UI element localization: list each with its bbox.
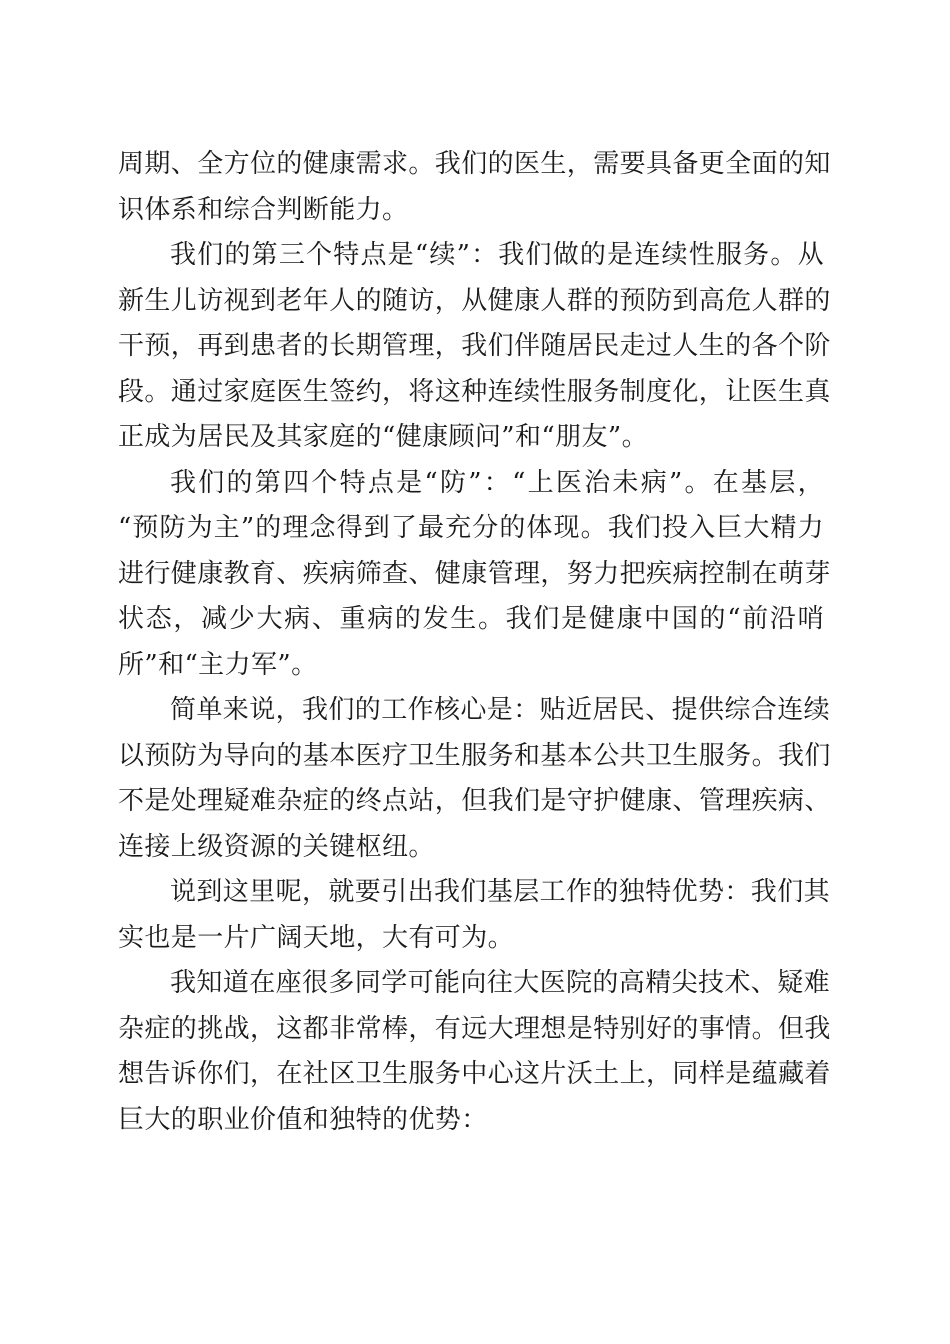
text-line: 所”和“主力军”。 [118, 649, 318, 680]
paragraph [118, 961, 831, 1143]
text-line: 我们的第三个特点是“续”：我们做的是连续性服务。从 [170, 240, 824, 270]
text-line: 我们的第四个特点是“防”：“上医治未病”。在基层， [170, 467, 824, 498]
document-body [118, 142, 831, 1143]
text-line: 周期、全方位的健康需求。我们的医生，需要具备更全面的知 [118, 149, 831, 179]
paragraph [118, 688, 831, 870]
text-line: 连接上级资源的关键枢纽。 [118, 831, 435, 862]
text-line: 进行健康教育、疾病筛查、健康管理，努力把疾病控制在萌芽 [118, 558, 831, 589]
paragraph [118, 870, 831, 961]
text-line: 想告诉你们，在社区卫生服务中心这片沃土上，同样是蕴藏着 [118, 1059, 831, 1089]
paragraph [118, 461, 831, 689]
text-line: 正成为居民及其家庭的“健康顾问”和“朋友”。 [118, 422, 648, 452]
text-line: 巨大的职业价值和独特的优势： [118, 1104, 488, 1135]
text-line: 说到这里呢，就要引出我们基层工作的独特优势：我们其 [170, 877, 831, 907]
text-line: 新生儿访视到老年人的随访，从健康人群的预防到高危人群的 [118, 285, 831, 316]
text-line: 我知道在座很多同学可能向往大医院的高精尖技术、疑难 [170, 968, 831, 998]
text-line: 段。通过家庭医生签约，将这种连续性服务制度化，让医生真 [118, 376, 831, 407]
text-line: 以预防为导向的基本医疗卫生服务和基本公共卫生服务。我们 [118, 740, 831, 771]
text-line: 杂症的挑战，这都非常棒，有远大理想是特别好的事情。但我 [118, 1013, 831, 1044]
text-line: 干预，再到患者的长期管理，我们伴随居民走过人生的各个阶 [118, 331, 831, 361]
paragraph [118, 233, 831, 461]
text-line: 实也是一片广阔天地，大有可为。 [118, 922, 515, 953]
text-line: 不是处理疑难杂症的终点站，但我们是守护健康、管理疾病、 [118, 786, 831, 816]
text-line: “预防为主”的理念得到了最充分的体现。我们投入巨大精力 [118, 513, 824, 543]
text-line: 识体系和综合判断能力。 [118, 194, 409, 225]
text-line: 简单来说，我们的工作核心是：贴近居民、提供综合连续 [170, 695, 831, 725]
text-line: 状态，减少大病、重病的发生。我们是健康中国的“前沿哨 [118, 604, 824, 634]
paragraph [118, 142, 831, 233]
